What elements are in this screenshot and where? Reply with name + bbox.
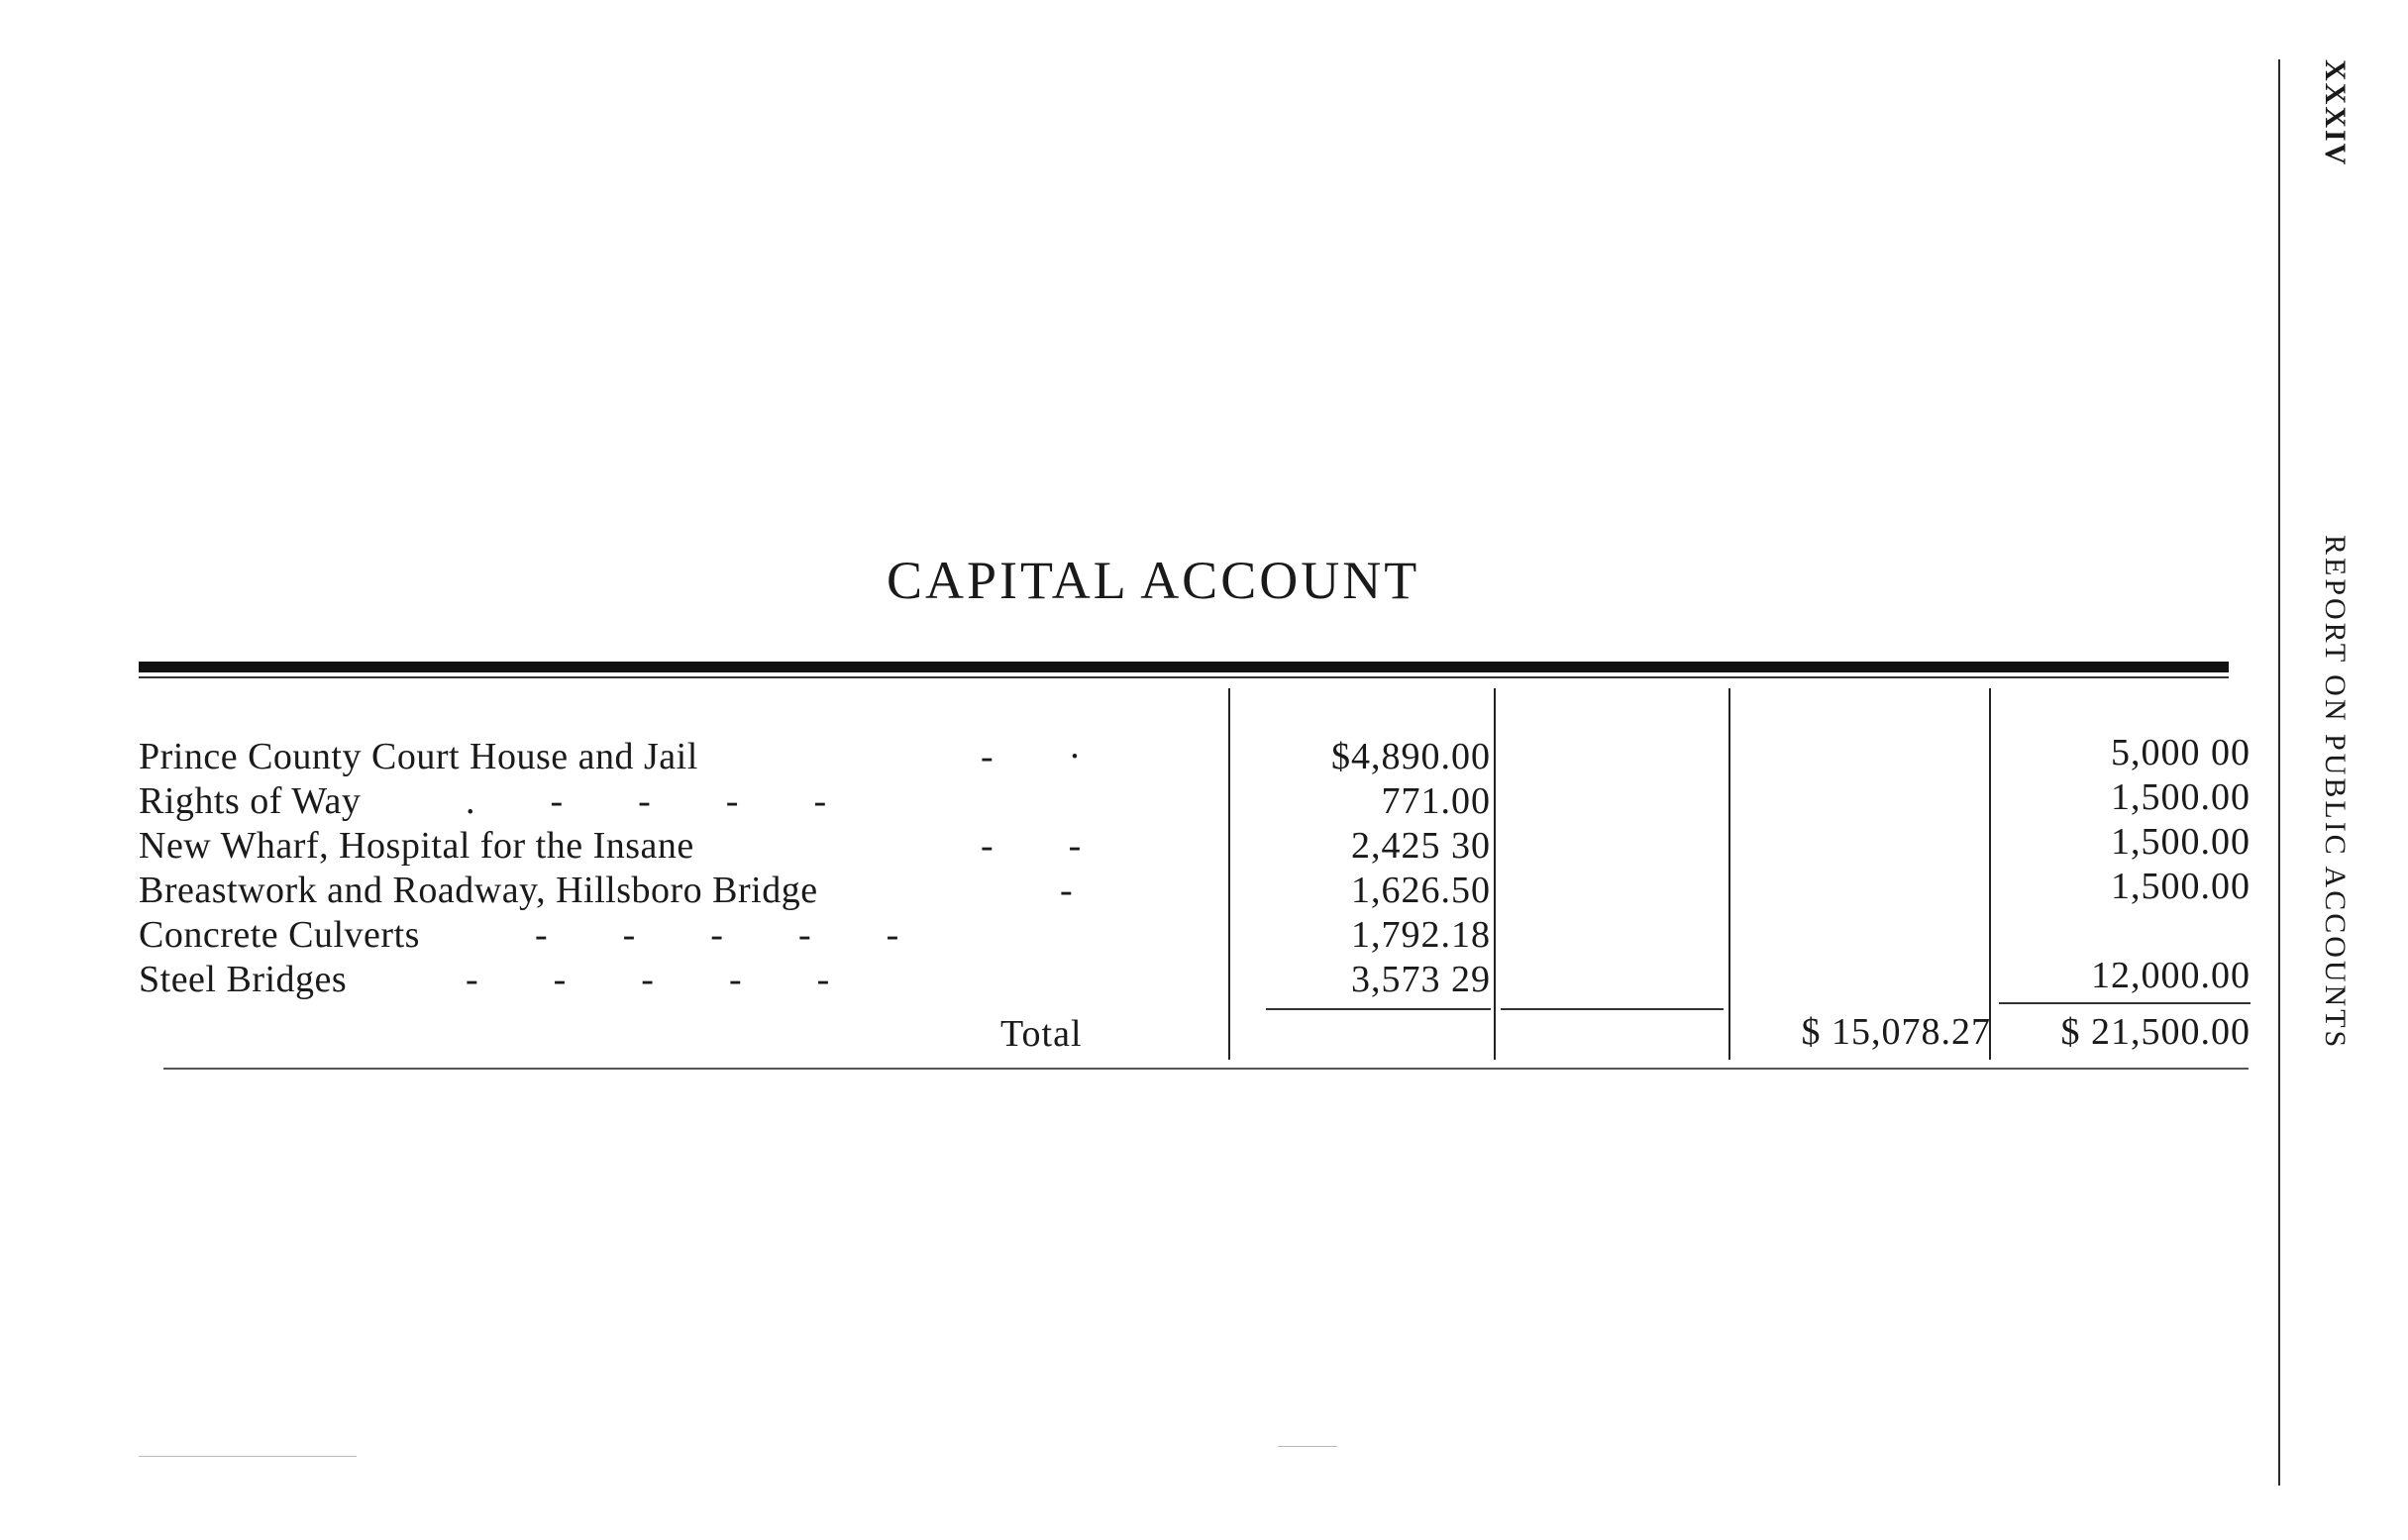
column-divider-3 — [1728, 688, 1730, 1060]
row-estimate: 5,000 00 — [2111, 732, 2251, 773]
page-number — [2308, 59, 2357, 178]
row-label: Breastwork and Roadway, Hillsboro Bridge — [139, 870, 818, 911]
sum-rule — [1501, 1008, 1724, 1010]
row-amount: 2,425 30 — [1351, 825, 1491, 867]
row-leaders: . - - - - — [466, 780, 827, 822]
page-title: CAPITAL ACCOUNT — [887, 551, 1420, 610]
table-top-thick-rule — [139, 662, 2229, 672]
table-top-thin-rule — [139, 676, 2229, 678]
scan-mark — [139, 1456, 357, 1457]
total-estimate: $ 21,500.00 — [2060, 1011, 2251, 1053]
sum-rule — [1266, 1008, 1491, 1010]
running-head — [2308, 535, 2357, 1109]
column-divider-2 — [1494, 688, 1496, 1060]
row-leaders: - - — [981, 825, 1082, 867]
total-amount: $ 15,078.27 — [1801, 1011, 1991, 1053]
row-label: New Wharf, Hospital for the Insane — [139, 825, 694, 867]
column-divider-1 — [1228, 688, 1230, 1060]
page-number-text: XXXIV — [2319, 59, 2352, 167]
row-estimate: 1,500.00 — [2111, 866, 2251, 907]
row-estimate: 12,000.00 — [2091, 955, 2251, 996]
row-label: Steel Bridges — [139, 959, 348, 1000]
scan-mark — [1278, 1446, 1337, 1447]
running-head-text: REPORT ON PUBLIC ACCOUNTS — [2319, 535, 2352, 1051]
row-label: Prince County Court House and Jail — [139, 736, 698, 777]
margin-rule — [2278, 59, 2280, 1486]
row-estimate: 1,500.00 — [2111, 776, 2251, 818]
row-leaders: - · — [981, 736, 1082, 777]
total-label: Total — [1000, 1013, 1083, 1055]
row-label: Concrete Culverts — [139, 914, 420, 956]
row-amount: 3,573 29 — [1351, 959, 1491, 1000]
row-label: Rights of Way — [139, 780, 362, 822]
row-amount: 771.00 — [1381, 780, 1491, 822]
row-amount: $4,890.00 — [1331, 736, 1491, 777]
row-leaders: - - - - - — [466, 959, 830, 1000]
row-estimate: 1,500.00 — [2111, 821, 2251, 863]
row-amount: 1,626.50 — [1351, 870, 1491, 911]
row-leaders: - — [1060, 870, 1073, 911]
row-leaders: - - - - - — [535, 914, 899, 956]
table-bottom-rule — [163, 1068, 2249, 1070]
row-amount: 1,792.18 — [1351, 914, 1491, 956]
sum-rule — [1999, 1002, 2251, 1004]
